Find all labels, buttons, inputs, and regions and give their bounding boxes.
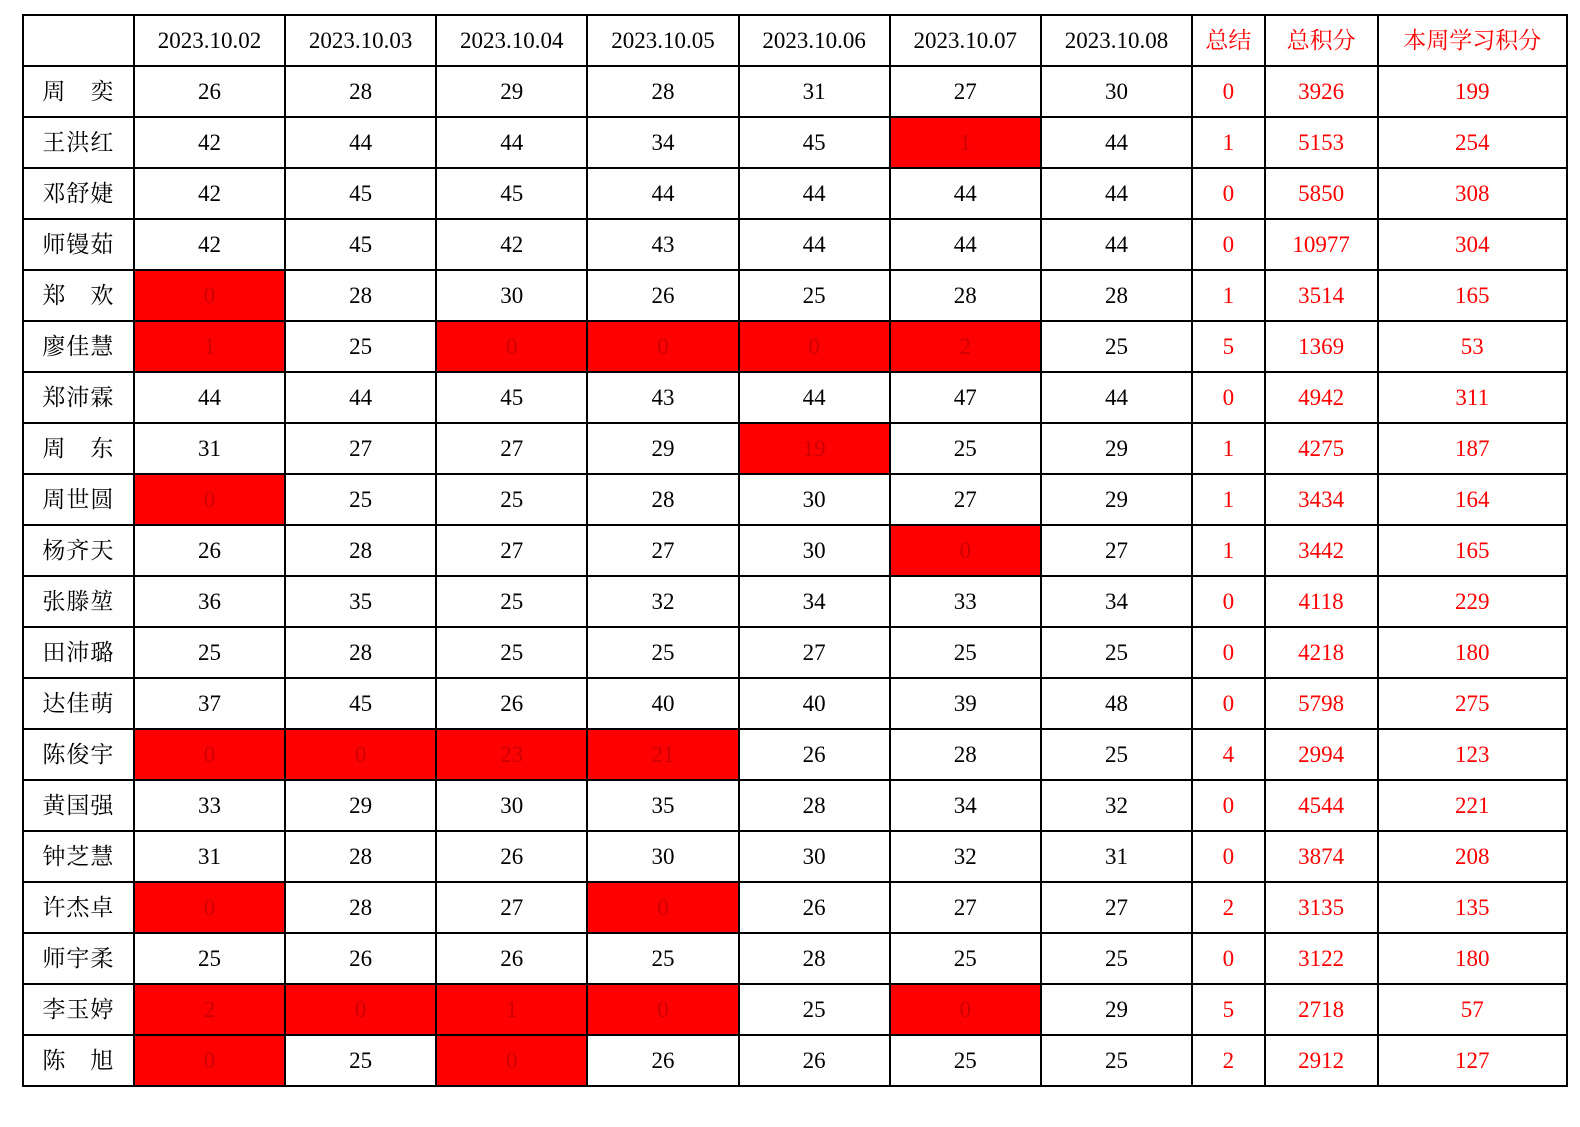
table-row — [23, 66, 1567, 117]
column-header-total-points: 总积分 — [1265, 15, 1378, 66]
cell-total-points: 4118 — [1265, 576, 1378, 627]
cell-day-3: 27 — [436, 882, 587, 933]
cell-day-3: 45 — [436, 372, 587, 423]
cell-day-7: 44 — [1041, 168, 1192, 219]
table-row — [23, 117, 1567, 168]
table-row — [23, 729, 1567, 780]
cell-summary: 0 — [1192, 831, 1265, 882]
cell-day-3: 44 — [436, 117, 587, 168]
cell-day-7: 44 — [1041, 117, 1192, 168]
cell-day-5: 26 — [739, 882, 890, 933]
cell-day-2: 28 — [285, 882, 436, 933]
cell-day-7: 29 — [1041, 474, 1192, 525]
cell-day-3: 25 — [436, 576, 587, 627]
cell-day-5: 25 — [739, 984, 890, 1035]
cell-day-1: 31 — [134, 831, 285, 882]
column-header-date-2: 2023.10.03 — [285, 15, 436, 66]
cell-day-4: 21 — [587, 729, 738, 780]
cell-day-7: 28 — [1041, 270, 1192, 321]
cell-day-1: 25 — [134, 627, 285, 678]
cell-summary: 1 — [1192, 117, 1265, 168]
cell-day-3: 23 — [436, 729, 587, 780]
row-name: 张滕堃 — [23, 576, 134, 627]
cell-total-points: 2994 — [1265, 729, 1378, 780]
cell-day-2: 45 — [285, 168, 436, 219]
cell-day-6: 47 — [890, 372, 1041, 423]
cell-day-4: 27 — [587, 525, 738, 576]
cell-total-points: 5850 — [1265, 168, 1378, 219]
cell-day-1: 42 — [134, 117, 285, 168]
cell-day-4: 43 — [587, 372, 738, 423]
cell-day-1: 33 — [134, 780, 285, 831]
cell-day-3: 27 — [436, 525, 587, 576]
table-row — [23, 678, 1567, 729]
cell-day-5: 26 — [739, 729, 890, 780]
cell-day-6: 32 — [890, 831, 1041, 882]
cell-day-7: 29 — [1041, 984, 1192, 1035]
cell-week-points: 311 — [1378, 372, 1568, 423]
cell-day-1: 0 — [134, 474, 285, 525]
table-row — [23, 1035, 1567, 1086]
table-body — [23, 66, 1567, 1086]
cell-day-1: 42 — [134, 168, 285, 219]
row-name: 杨齐天 — [23, 525, 134, 576]
row-name: 田沛璐 — [23, 627, 134, 678]
cell-day-2: 0 — [285, 984, 436, 1035]
cell-day-5: 26 — [739, 1035, 890, 1086]
cell-week-points: 229 — [1378, 576, 1568, 627]
cell-week-points: 180 — [1378, 627, 1568, 678]
cell-day-2: 25 — [285, 1035, 436, 1086]
cell-total-points: 10977 — [1265, 219, 1378, 270]
cell-day-1: 36 — [134, 576, 285, 627]
table-row — [23, 780, 1567, 831]
cell-day-1: 2 — [134, 984, 285, 1035]
cell-day-5: 45 — [739, 117, 890, 168]
cell-day-4: 43 — [587, 219, 738, 270]
cell-week-points: 123 — [1378, 729, 1568, 780]
cell-day-5: 44 — [739, 219, 890, 270]
cell-day-2: 45 — [285, 678, 436, 729]
cell-day-6: 25 — [890, 423, 1041, 474]
cell-day-7: 44 — [1041, 219, 1192, 270]
cell-day-6: 25 — [890, 1035, 1041, 1086]
cell-week-points: 304 — [1378, 219, 1568, 270]
row-name: 陈 旭 — [23, 1035, 134, 1086]
cell-day-7: 25 — [1041, 1035, 1192, 1086]
cell-total-points: 3434 — [1265, 474, 1378, 525]
cell-day-5: 30 — [739, 831, 890, 882]
cell-day-4: 26 — [587, 1035, 738, 1086]
cell-day-4: 0 — [587, 321, 738, 372]
cell-day-4: 26 — [587, 270, 738, 321]
row-name: 许杰卓 — [23, 882, 134, 933]
cell-day-7: 29 — [1041, 423, 1192, 474]
cell-summary: 0 — [1192, 933, 1265, 984]
cell-day-2: 27 — [285, 423, 436, 474]
cell-day-4: 32 — [587, 576, 738, 627]
cell-total-points: 1369 — [1265, 321, 1378, 372]
table-row — [23, 831, 1567, 882]
cell-day-5: 30 — [739, 474, 890, 525]
cell-total-points: 4218 — [1265, 627, 1378, 678]
cell-day-1: 1 — [134, 321, 285, 372]
cell-day-4: 29 — [587, 423, 738, 474]
cell-day-7: 27 — [1041, 882, 1192, 933]
cell-summary: 5 — [1192, 984, 1265, 1035]
cell-day-3: 30 — [436, 270, 587, 321]
row-name: 邓舒婕 — [23, 168, 134, 219]
cell-day-6: 34 — [890, 780, 1041, 831]
cell-total-points: 3926 — [1265, 66, 1378, 117]
cell-day-1: 42 — [134, 219, 285, 270]
cell-week-points: 53 — [1378, 321, 1568, 372]
column-header-date-7: 2023.10.08 — [1041, 15, 1192, 66]
cell-week-points: 308 — [1378, 168, 1568, 219]
cell-day-7: 31 — [1041, 831, 1192, 882]
table-row — [23, 372, 1567, 423]
cell-week-points: 165 — [1378, 525, 1568, 576]
cell-day-1: 0 — [134, 1035, 285, 1086]
cell-day-2: 25 — [285, 321, 436, 372]
cell-day-6: 0 — [890, 525, 1041, 576]
row-name: 郑 欢 — [23, 270, 134, 321]
cell-day-4: 28 — [587, 66, 738, 117]
cell-day-2: 0 — [285, 729, 436, 780]
cell-week-points: 254 — [1378, 117, 1568, 168]
cell-day-6: 44 — [890, 168, 1041, 219]
cell-week-points: 187 — [1378, 423, 1568, 474]
cell-day-4: 0 — [587, 984, 738, 1035]
cell-week-points: 165 — [1378, 270, 1568, 321]
cell-day-6: 25 — [890, 627, 1041, 678]
row-name: 郑沛霖 — [23, 372, 134, 423]
cell-day-1: 0 — [134, 729, 285, 780]
cell-summary: 0 — [1192, 678, 1265, 729]
row-name: 王洪红 — [23, 117, 134, 168]
cell-day-7: 34 — [1041, 576, 1192, 627]
row-name: 黄国强 — [23, 780, 134, 831]
table-row — [23, 321, 1567, 372]
table-row — [23, 423, 1567, 474]
table-row — [23, 933, 1567, 984]
cell-day-4: 25 — [587, 933, 738, 984]
row-name: 师镘茹 — [23, 219, 134, 270]
table-header — [23, 15, 1567, 66]
cell-day-5: 30 — [739, 525, 890, 576]
row-name: 师宇柔 — [23, 933, 134, 984]
row-name: 周 奕 — [23, 66, 134, 117]
cell-week-points: 208 — [1378, 831, 1568, 882]
cell-day-5: 27 — [739, 627, 890, 678]
table-row — [23, 984, 1567, 1035]
cell-day-4: 34 — [587, 117, 738, 168]
cell-day-5: 31 — [739, 66, 890, 117]
cell-day-3: 26 — [436, 831, 587, 882]
cell-day-3: 45 — [436, 168, 587, 219]
cell-total-points: 3874 — [1265, 831, 1378, 882]
cell-day-6: 1 — [890, 117, 1041, 168]
cell-total-points: 3514 — [1265, 270, 1378, 321]
cell-day-7: 30 — [1041, 66, 1192, 117]
cell-summary: 5 — [1192, 321, 1265, 372]
cell-day-6: 28 — [890, 270, 1041, 321]
cell-summary: 0 — [1192, 219, 1265, 270]
cell-summary: 2 — [1192, 1035, 1265, 1086]
table-row — [23, 882, 1567, 933]
table-row — [23, 168, 1567, 219]
cell-week-points: 127 — [1378, 1035, 1568, 1086]
cell-day-7: 25 — [1041, 729, 1192, 780]
corner-cell — [23, 15, 134, 66]
cell-total-points: 2718 — [1265, 984, 1378, 1035]
cell-day-5: 19 — [739, 423, 890, 474]
cell-total-points: 5798 — [1265, 678, 1378, 729]
cell-total-points: 3122 — [1265, 933, 1378, 984]
cell-summary: 0 — [1192, 576, 1265, 627]
header-row — [23, 15, 1567, 66]
cell-day-1: 26 — [134, 66, 285, 117]
cell-total-points: 5153 — [1265, 117, 1378, 168]
cell-day-7: 27 — [1041, 525, 1192, 576]
row-name: 李玉婷 — [23, 984, 134, 1035]
cell-total-points: 3135 — [1265, 882, 1378, 933]
cell-day-3: 0 — [436, 1035, 587, 1086]
cell-day-6: 0 — [890, 984, 1041, 1035]
cell-day-2: 28 — [285, 270, 436, 321]
cell-day-3: 42 — [436, 219, 587, 270]
cell-week-points: 221 — [1378, 780, 1568, 831]
cell-day-6: 39 — [890, 678, 1041, 729]
cell-day-2: 29 — [285, 780, 436, 831]
cell-day-3: 26 — [436, 933, 587, 984]
cell-day-2: 28 — [285, 831, 436, 882]
cell-day-2: 44 — [285, 372, 436, 423]
table-row — [23, 219, 1567, 270]
cell-week-points: 57 — [1378, 984, 1568, 1035]
cell-day-7: 48 — [1041, 678, 1192, 729]
cell-day-5: 25 — [739, 270, 890, 321]
cell-day-3: 1 — [436, 984, 587, 1035]
cell-day-3: 0 — [436, 321, 587, 372]
row-name: 达佳萌 — [23, 678, 134, 729]
cell-summary: 1 — [1192, 525, 1265, 576]
row-name: 周世圆 — [23, 474, 134, 525]
column-header-summary: 总结 — [1192, 15, 1265, 66]
cell-day-7: 25 — [1041, 627, 1192, 678]
cell-day-4: 0 — [587, 882, 738, 933]
cell-total-points: 4942 — [1265, 372, 1378, 423]
cell-day-4: 28 — [587, 474, 738, 525]
cell-day-1: 44 — [134, 372, 285, 423]
cell-day-3: 30 — [436, 780, 587, 831]
table-row — [23, 627, 1567, 678]
cell-total-points: 2912 — [1265, 1035, 1378, 1086]
row-name: 廖佳慧 — [23, 321, 134, 372]
column-header-date-4: 2023.10.05 — [587, 15, 738, 66]
cell-day-5: 44 — [739, 372, 890, 423]
column-header-week-points: 本周学习积分 — [1378, 15, 1568, 66]
row-name: 钟芝慧 — [23, 831, 134, 882]
cell-day-7: 32 — [1041, 780, 1192, 831]
cell-day-2: 25 — [285, 474, 436, 525]
table-row — [23, 474, 1567, 525]
cell-day-2: 28 — [285, 627, 436, 678]
cell-total-points: 4275 — [1265, 423, 1378, 474]
cell-summary: 1 — [1192, 270, 1265, 321]
cell-week-points: 275 — [1378, 678, 1568, 729]
cell-day-3: 29 — [436, 66, 587, 117]
cell-day-3: 26 — [436, 678, 587, 729]
table-row — [23, 270, 1567, 321]
cell-day-1: 25 — [134, 933, 285, 984]
cell-day-4: 30 — [587, 831, 738, 882]
cell-day-4: 25 — [587, 627, 738, 678]
cell-summary: 4 — [1192, 729, 1265, 780]
cell-day-1: 37 — [134, 678, 285, 729]
cell-week-points: 199 — [1378, 66, 1568, 117]
cell-total-points: 4544 — [1265, 780, 1378, 831]
cell-day-5: 28 — [739, 780, 890, 831]
cell-day-5: 40 — [739, 678, 890, 729]
column-header-date-5: 2023.10.06 — [739, 15, 890, 66]
cell-day-5: 44 — [739, 168, 890, 219]
table-row — [23, 525, 1567, 576]
cell-summary: 0 — [1192, 780, 1265, 831]
cell-day-6: 33 — [890, 576, 1041, 627]
column-header-date-1: 2023.10.02 — [134, 15, 285, 66]
cell-day-2: 44 — [285, 117, 436, 168]
cell-total-points: 3442 — [1265, 525, 1378, 576]
cell-day-3: 25 — [436, 474, 587, 525]
cell-day-6: 28 — [890, 729, 1041, 780]
cell-summary: 1 — [1192, 423, 1265, 474]
cell-day-1: 0 — [134, 270, 285, 321]
column-header-date-6: 2023.10.07 — [890, 15, 1041, 66]
cell-week-points: 180 — [1378, 933, 1568, 984]
table-row — [23, 576, 1567, 627]
cell-day-2: 45 — [285, 219, 436, 270]
cell-day-4: 35 — [587, 780, 738, 831]
cell-day-2: 28 — [285, 525, 436, 576]
cell-day-7: 25 — [1041, 321, 1192, 372]
cell-week-points: 135 — [1378, 882, 1568, 933]
cell-summary: 1 — [1192, 474, 1265, 525]
cell-summary: 0 — [1192, 66, 1265, 117]
cell-summary: 0 — [1192, 372, 1265, 423]
cell-day-2: 35 — [285, 576, 436, 627]
cell-day-1: 0 — [134, 882, 285, 933]
cell-day-3: 27 — [436, 423, 587, 474]
cell-summary: 0 — [1192, 168, 1265, 219]
cell-day-2: 28 — [285, 66, 436, 117]
cell-day-7: 25 — [1041, 933, 1192, 984]
cell-day-5: 34 — [739, 576, 890, 627]
cell-week-points: 164 — [1378, 474, 1568, 525]
cell-day-5: 0 — [739, 321, 890, 372]
study-points-table — [22, 14, 1568, 1087]
cell-day-6: 25 — [890, 933, 1041, 984]
column-header-date-3: 2023.10.04 — [436, 15, 587, 66]
cell-day-1: 31 — [134, 423, 285, 474]
cell-day-4: 40 — [587, 678, 738, 729]
row-name: 周 东 — [23, 423, 134, 474]
cell-day-6: 27 — [890, 882, 1041, 933]
row-name: 陈俊宇 — [23, 729, 134, 780]
cell-day-6: 2 — [890, 321, 1041, 372]
cell-day-6: 27 — [890, 66, 1041, 117]
cell-day-4: 44 — [587, 168, 738, 219]
cell-day-7: 44 — [1041, 372, 1192, 423]
cell-day-1: 26 — [134, 525, 285, 576]
cell-day-2: 26 — [285, 933, 436, 984]
cell-day-3: 25 — [436, 627, 587, 678]
cell-day-6: 44 — [890, 219, 1041, 270]
cell-day-5: 28 — [739, 933, 890, 984]
cell-summary: 0 — [1192, 627, 1265, 678]
cell-summary: 2 — [1192, 882, 1265, 933]
cell-day-6: 27 — [890, 474, 1041, 525]
